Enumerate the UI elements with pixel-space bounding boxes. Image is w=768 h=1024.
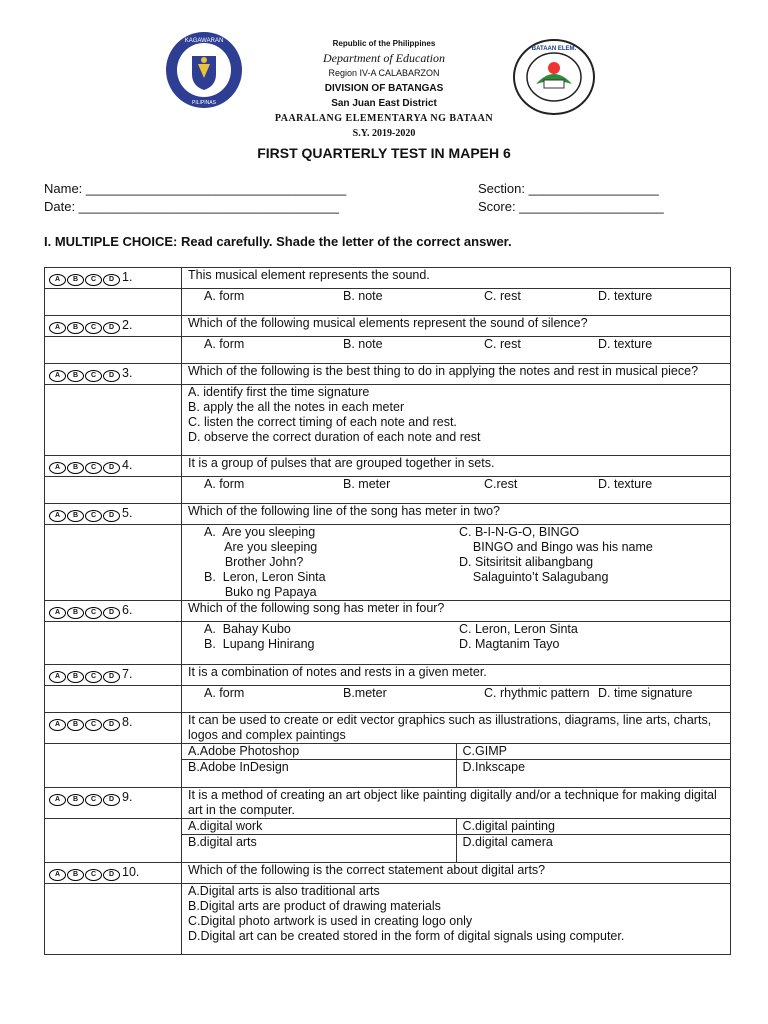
options-grid-row — [182, 835, 730, 863]
svg-text:PILIPINAS: PILIPINAS — [192, 100, 216, 106]
school-year: S.Y. 2019-2020 — [352, 128, 416, 139]
options-left-column — [188, 622, 459, 652]
answer-bubble-a[interactable]: A — [49, 607, 66, 619]
answer-bubble-a[interactable]: A — [49, 510, 66, 522]
options-cell — [182, 289, 731, 316]
blank-cell — [45, 686, 182, 713]
answer-bubble-c[interactable]: C — [85, 607, 102, 619]
option-cell: C.GIMP — [456, 744, 730, 760]
answer-bubble-d[interactable]: D — [103, 794, 120, 806]
answer-bubbles-cell — [45, 788, 182, 819]
question-number: 1. — [122, 270, 133, 284]
question-row — [45, 364, 731, 385]
answer-bubbles — [49, 322, 120, 334]
answer-bubble-d[interactable]: D — [103, 869, 120, 881]
answer-bubble-d[interactable]: D — [103, 462, 120, 474]
answer-bubbles-cell — [45, 665, 182, 686]
options-line — [188, 337, 724, 353]
answer-bubble-a[interactable]: A — [49, 322, 66, 334]
options-columns — [188, 525, 724, 600]
question-row — [45, 863, 731, 884]
options-row — [45, 525, 731, 601]
answer-bubbles — [49, 607, 120, 619]
option-line: Are you sleeping — [204, 540, 318, 554]
answer-bubbles-cell — [45, 863, 182, 884]
answer-bubbles-cell — [45, 456, 182, 477]
options-cell — [182, 477, 731, 504]
answer-bubble-d[interactable]: D — [103, 274, 120, 286]
answer-bubbles-cell — [45, 268, 182, 289]
score-field[interactable]: Score: ____________________ — [478, 199, 664, 214]
question-number: 9. — [122, 790, 133, 804]
blank-cell — [45, 289, 182, 316]
option-line: Buko ng Papaya — [204, 585, 317, 599]
options-row — [45, 337, 731, 364]
answer-bubble-c[interactable]: C — [85, 322, 102, 334]
answer-bubble-a[interactable]: A — [49, 274, 66, 286]
options-row — [45, 686, 731, 713]
question-text: It is a method of creating an art object like painting digitally and/or a technique for making digital art in the computer. — [182, 788, 731, 819]
answer-bubble-c[interactable]: C — [85, 794, 102, 806]
option-c: C. rest — [484, 289, 521, 303]
answer-bubble-b[interactable]: B — [67, 794, 84, 806]
question-number: 5. — [122, 506, 133, 520]
option-b: B. meter — [343, 477, 391, 491]
option-a: A. form — [204, 477, 245, 491]
question-text: This musical element represents the sound. — [182, 268, 731, 289]
options-row — [45, 622, 731, 665]
option-d: D. texture — [598, 337, 653, 351]
question-row — [45, 456, 731, 477]
option-cell: D.digital camera — [456, 835, 730, 863]
option-a: A.Digital arts is also traditional arts — [188, 884, 380, 898]
question-text: It can be used to create or edit vector graphics such as illustrations, diagrams, line arts, charts, logos and complex paintings — [182, 713, 731, 744]
answer-bubble-b[interactable]: B — [67, 869, 84, 881]
blank-cell — [45, 819, 182, 863]
option-d: D. observe the correct duration of each note and rest — [188, 430, 481, 444]
document-header — [0, 36, 768, 141]
options-right-column — [459, 622, 578, 652]
option-cell: B.Adobe InDesign — [182, 760, 456, 788]
option-c: C. rest — [484, 337, 521, 351]
option-a: A. form — [204, 337, 245, 351]
question-number: 3. — [122, 366, 133, 380]
option-line: BINGO and Bingo was his name — [459, 540, 653, 554]
answer-bubbles — [49, 794, 120, 806]
option-b: B.Digital arts are product of drawing materials — [188, 899, 441, 913]
answer-bubble-b[interactable]: B — [67, 510, 84, 522]
question-number: 8. — [122, 715, 133, 729]
question-text: Which of the following musical elements represent the sound of silence? — [182, 316, 731, 337]
blank-cell — [45, 622, 182, 665]
district-line: San Juan East District — [331, 98, 437, 109]
options-grid-row — [182, 819, 730, 835]
svg-text:KAGAWARAN: KAGAWARAN — [184, 38, 224, 44]
answer-bubble-c[interactable]: C — [85, 719, 102, 731]
option-a: A. form — [204, 289, 245, 303]
blank-cell — [45, 337, 182, 364]
question-row — [45, 788, 731, 819]
options-line — [188, 477, 724, 493]
blank-cell — [45, 744, 182, 788]
answer-bubble-d[interactable]: D — [103, 510, 120, 522]
answer-bubbles — [49, 274, 120, 286]
answer-bubbles-cell — [45, 504, 182, 525]
answer-bubble-b[interactable]: B — [67, 671, 84, 683]
answer-bubbles-cell — [45, 364, 182, 385]
answer-bubbles — [49, 370, 120, 382]
answer-bubbles — [49, 719, 120, 731]
options-grid — [182, 744, 730, 787]
blank-cell — [45, 884, 182, 955]
option-b: B.meter — [343, 686, 387, 700]
options-cell — [182, 385, 731, 456]
school-name: PAARALANG ELEMENTARYA NG BATAAN — [274, 113, 494, 124]
options-cell — [182, 884, 731, 955]
options-row — [45, 289, 731, 316]
region-line: Region IV-A CALABARZON — [328, 68, 440, 78]
department-line: Department of Education — [323, 51, 445, 65]
options-cell — [182, 337, 731, 364]
option-c: C.rest — [484, 477, 518, 491]
option-line: Salaguinto’t Salagubang — [459, 570, 609, 584]
question-text: It is a group of pulses that are grouped together in sets. — [182, 456, 731, 477]
questions-table — [44, 267, 731, 955]
question-number: 2. — [122, 318, 133, 332]
question-number: 6. — [122, 603, 133, 617]
question-row — [45, 713, 731, 744]
option-line: A. Bahay Kubo — [204, 622, 291, 636]
answer-bubble-d[interactable]: D — [103, 671, 120, 683]
answer-bubbles — [49, 510, 120, 522]
answer-bubble-a[interactable]: A — [49, 671, 66, 683]
question-row — [45, 665, 731, 686]
option-d: D.Digital art can be created stored in the form of digital signals using computer. — [188, 929, 625, 943]
options-columns — [188, 622, 724, 652]
answer-bubble-d[interactable]: D — [103, 607, 120, 619]
options-row — [45, 744, 731, 788]
option-a: A. identify first the time signature — [188, 385, 370, 399]
question-number: 7. — [122, 667, 133, 681]
blank-cell — [45, 385, 182, 456]
question-number: 10. — [122, 865, 140, 879]
answer-bubbles-cell — [45, 316, 182, 337]
answer-bubble-a[interactable]: A — [49, 719, 66, 731]
option-c: C. rhythmic pattern — [484, 686, 590, 700]
option-cell: A.Adobe Photoshop — [182, 744, 456, 760]
options-grid — [182, 819, 730, 862]
answer-bubble-c[interactable]: C — [85, 274, 102, 286]
question-row — [45, 504, 731, 525]
options-left-column — [188, 525, 459, 600]
answer-bubbles — [49, 869, 120, 881]
option-line: D. Magtanim Tayo — [459, 637, 560, 651]
answer-bubbles-cell — [45, 601, 182, 622]
republic-line: Republic of the Philippines — [332, 39, 436, 48]
blank-cell — [45, 525, 182, 601]
options-row — [45, 884, 731, 955]
question-row — [45, 316, 731, 337]
options-cell — [182, 622, 731, 665]
answer-bubble-a[interactable]: A — [49, 794, 66, 806]
answer-bubble-b[interactable]: B — [67, 462, 84, 474]
division-line: DIVISION OF BATANGAS — [324, 83, 444, 94]
question-text: It is a combination of notes and rests in a given meter. — [182, 665, 731, 686]
name-field[interactable]: Name: ____________________________________ — [44, 181, 347, 196]
option-c: C. listen the correct timing of each note and rest. — [188, 415, 457, 429]
options-cell — [182, 819, 731, 863]
answer-bubble-d[interactable]: D — [103, 322, 120, 334]
options-line — [188, 289, 724, 305]
option-line: C. B-I-N-G-O, BINGO — [459, 525, 580, 539]
options-row — [45, 385, 731, 456]
answer-bubble-c[interactable]: C — [85, 510, 102, 522]
answer-bubble-c[interactable]: C — [85, 671, 102, 683]
option-cell: B.digital arts — [182, 835, 456, 863]
answer-bubble-c[interactable]: C — [85, 869, 102, 881]
options-line — [188, 686, 724, 702]
blank-cell — [45, 477, 182, 504]
answer-bubble-c[interactable]: C — [85, 370, 102, 382]
options-grid-row — [182, 744, 730, 760]
svg-text:BATAAN ELEM.: BATAAN ELEM. — [531, 46, 577, 52]
instruction: I. MULTIPLE CHOICE: Read carefully. Shade the letter of the correct answer. — [44, 234, 512, 249]
question-text: Which of the following line of the song has meter in two? — [182, 504, 731, 525]
answer-bubble-a[interactable]: A — [49, 869, 66, 881]
answer-bubble-d[interactable]: D — [103, 719, 120, 731]
answer-bubble-b[interactable]: B — [67, 719, 84, 731]
answer-bubble-b[interactable]: B — [67, 274, 84, 286]
option-c: C.Digital photo artwork is used in creating logo only — [188, 914, 473, 928]
answer-bubbles-cell — [45, 713, 182, 744]
question-row — [45, 601, 731, 622]
option-d: D. texture — [598, 477, 653, 491]
answer-bubble-b[interactable]: B — [67, 607, 84, 619]
options-cell — [182, 525, 731, 601]
option-line: C. Leron, Leron Sinta — [459, 622, 578, 636]
options-right-column — [459, 525, 653, 600]
option-line: B. Leron, Leron Sinta — [204, 570, 326, 584]
answer-bubble-b[interactable]: B — [67, 322, 84, 334]
options-grid-row — [182, 760, 730, 788]
options-row — [45, 819, 731, 863]
option-b: B. apply the all the notes in each meter — [188, 400, 405, 414]
option-b: B. note — [343, 289, 383, 303]
answer-bubble-d[interactable]: D — [103, 370, 120, 382]
test-title: FIRST QUARTERLY TEST IN MAPEH 6 — [257, 145, 511, 161]
option-line: B. Lupang Hinirang — [204, 637, 315, 651]
option-a: A. form — [204, 686, 245, 700]
options-cell — [182, 744, 731, 788]
option-b: B. note — [343, 337, 383, 351]
option-cell: C.digital painting — [456, 819, 730, 835]
question-text: Which of the following song has meter in four? — [182, 601, 731, 622]
option-d: D. time signature — [598, 686, 693, 700]
option-d: D. texture — [598, 289, 653, 303]
option-line: A. Are you sleeping — [204, 525, 316, 539]
answer-bubbles — [49, 671, 120, 683]
answer-bubble-a[interactable]: A — [49, 462, 66, 474]
answer-bubble-c[interactable]: C — [85, 462, 102, 474]
option-line: Brother John? — [204, 555, 304, 569]
question-row — [45, 268, 731, 289]
date-field[interactable]: Date: ____________________________________ — [44, 199, 339, 214]
question-text: Which of the following is the correct statement about digital arts? — [182, 863, 731, 884]
question-number: 4. — [122, 458, 133, 472]
section-field[interactable]: Section: __________________ — [478, 181, 659, 196]
answer-bubble-a[interactable]: A — [49, 370, 66, 382]
option-cell: A.digital work — [182, 819, 456, 835]
question-text: Which of the following is the best thing to do in applying the notes and rest in musical piece? — [182, 364, 731, 385]
option-cell: D.Inkscape — [456, 760, 730, 788]
options-cell — [182, 686, 731, 713]
option-line: D. Sitsiritsit alibangbang — [459, 555, 594, 569]
answer-bubble-b[interactable]: B — [67, 370, 84, 382]
options-row — [45, 477, 731, 504]
answer-bubbles — [49, 462, 120, 474]
